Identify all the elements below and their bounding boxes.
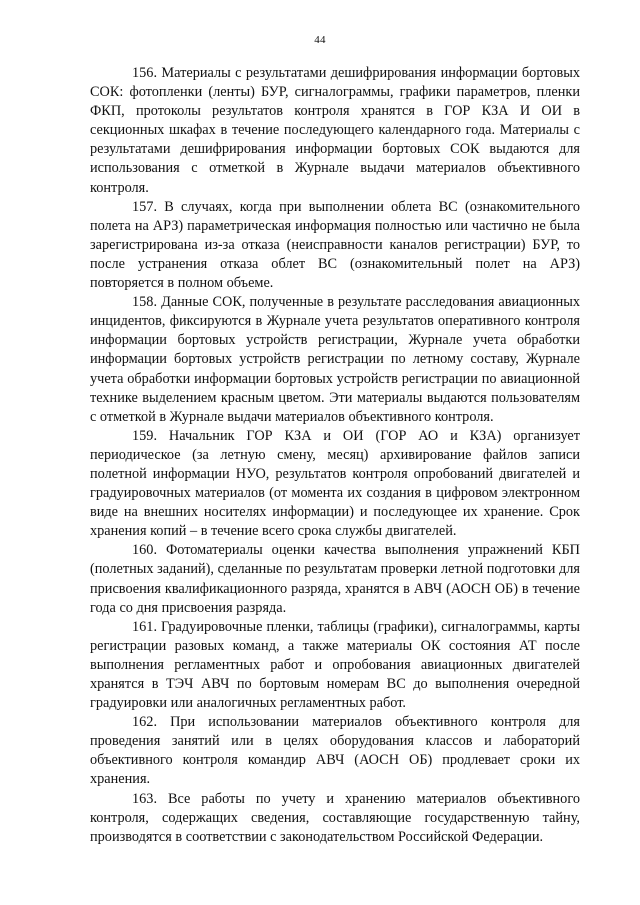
page-number: 44 — [314, 34, 326, 46]
paragraph-158: 158. Данные СОК, полученные в результате расследования авиационных инцидентов, фиксируются в Журнале учета результатов оперативного контроля информации бортовых устройств регистрации, Журнале учета обработки информации бортовых устройств регистрации по летному составу, Журнале учета обработки информации бортовых устройств регистрации по авиационной технике выделением красным цветом. Эти материалы выдаются пользователям с отметкой в Журнале выдачи материалов объективного контроля. — [90, 294, 580, 425]
paragraph-157: 157. В случаях, когда при выполнении облета ВС (ознакомительного полета на АРЗ) параметрическая информация полностью или частично не была зарегистрирована из-за отказа (неисправности каналов регистрации) БУР, то после устранения отказа облет ВС (ознакомительный полет на АРЗ) повторяется в полном объеме. — [90, 198, 580, 292]
paragraph-159: 159. Начальник ГОР КЗА и ОИ (ГОР АО и КЗА) организует периодическое (за летную смену, месяц) архивирование файлов записи полетной информации НУО, результатов контроля опробований двигателей и градуировочных материалов (от момента их создания в цифровом электронном виде на внешних носителях информации) и последующее их хранение. Срок хранения копий – в течение всего срока службы двигателей. — [90, 427, 580, 540]
document-body — [90, 64, 580, 847]
paragraph-161: 161. Градуировочные пленки, таблицы (графики), сигналограммы, карты регистрации разовых команд, а также материалы ОК состояния АТ после выполнения регламентных работ и опробования авиационных двигателей хранятся в ТЭЧ АВЧ по бортовым номерам ВС до выполнения очередной градуировки или аналогичных регламентных работ. — [90, 618, 580, 712]
paragraph-163: 163. Все работы по учету и хранению материалов объективного контроля, содержащих сведения, составляющие государственную тайну, производятся в соответствии с законодательством Российской Федерации. — [90, 790, 580, 845]
paragraph-156: 156. Материалы с результатами дешифрирования информации бортовых СОК: фотопленки (ленты) БУР, сигналограммы, графики параметров, пленки ФКП, протоколы результатов контроля хранятся в ГОР КЗА И ОИ в секционных шкафах в течение последующего календарного года. Материалы с результатами дешифрирования информации бортовых СОК выдаются для использования с отметкой в Журнале выдачи материалов объективного контроля. — [90, 65, 580, 196]
paragraph-162: 162. При использовании материалов объективного контроля для проведения занятий или в целях оборудования классов и лабораторий объективного контроля командир АВЧ (АОСН ОБ) продлевает сроки их хранения. — [90, 714, 580, 788]
paragraph-160: 160. Фотоматериалы оценки качества выполнения упражнений КБП (полетных заданий), сделанные по результатам проверки летной подготовки для присвоения квалификационного разряда, хранятся в АВЧ (АОСН ОБ) в течение года со дня присвоения разряда. — [90, 542, 580, 616]
